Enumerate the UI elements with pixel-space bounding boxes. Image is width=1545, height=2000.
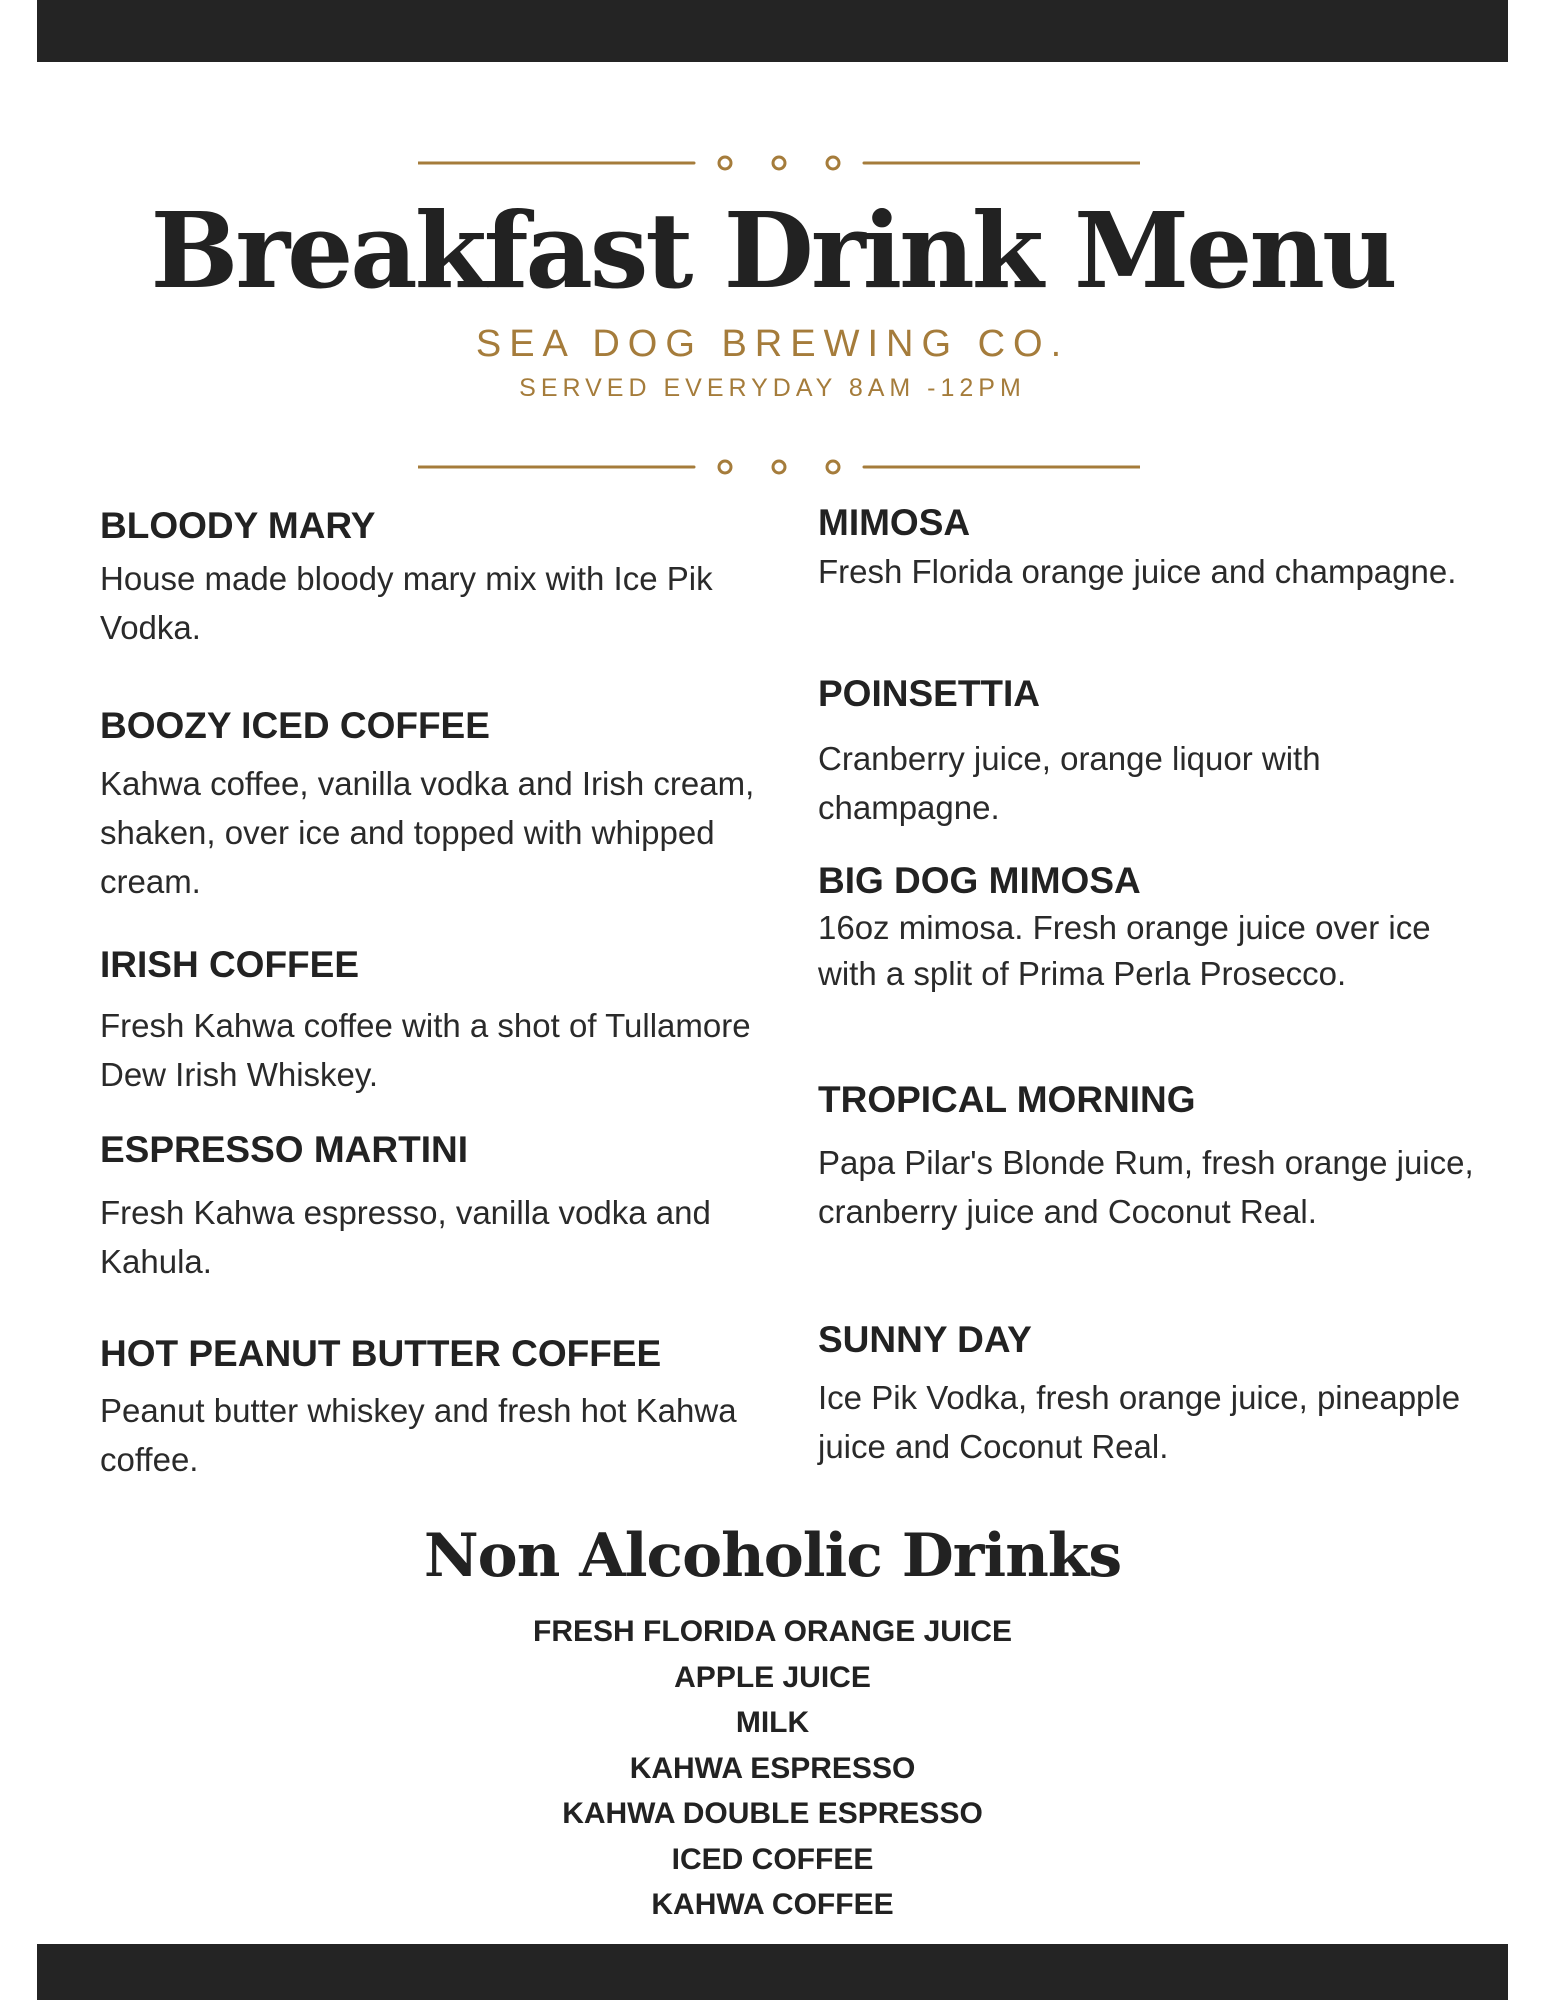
menu-item-sunny-day — [818, 1316, 1498, 1471]
brewery-name: SEA DOG BREWING CO. — [475, 323, 1070, 365]
menu-item-hot-peanut-butter-coffee — [100, 1330, 780, 1484]
menu-item-name: HOT PEANUT BUTTER COFFEE — [100, 1333, 662, 1374]
menu-item-description: Fresh Florida orange juice and champagne. — [818, 553, 1457, 590]
menu-item-big-dog-mimosa — [818, 857, 1498, 997]
list-item: ICED COFFEE — [671, 1842, 874, 1876]
menu-item-name: SUNNY DAY — [818, 1319, 1032, 1360]
menu-item-espresso-martini — [100, 1126, 780, 1286]
menu-item-boozy-iced-coffee — [100, 702, 780, 906]
menu-item-name: TROPICAL MORNING — [818, 1079, 1196, 1120]
list-item: APPLE JUICE — [674, 1660, 871, 1694]
menu-item-name: BLOODY MARY — [100, 505, 376, 546]
menu-item-poinsettia — [818, 670, 1498, 832]
menu-item-description: 16oz mimosa. Fresh orange juice over ice with a split of Prima Perla Prosecco. — [818, 909, 1431, 992]
bottom-bar — [37, 1944, 1508, 2000]
menu-item-description: Papa Pilar's Blonde Rum, fresh orange juice, cranberry juice and Coconut Real. — [818, 1144, 1474, 1230]
top-bar — [37, 0, 1508, 62]
menu-item-description: Fresh Kahwa espresso, vanilla vodka and Kahula. — [100, 1194, 711, 1280]
menu-item-name: BIG DOG MIMOSA — [818, 860, 1141, 901]
non-alcoholic-title: Non Alcoholic Drinks — [423, 1521, 1122, 1591]
serving-hours: SERVED EVERYDAY 8AM -12PM — [519, 374, 1026, 402]
menu-item-description: Peanut butter whiskey and fresh hot Kahwa coffee. — [100, 1392, 737, 1478]
menu-item-description: Cranberry juice, orange liquor with champagne. — [818, 740, 1321, 826]
menu-item-description: Kahwa coffee, vanilla vodka and Irish cream, shaken, over ice and topped with whipped cream. — [100, 765, 755, 900]
menu-item-description: Ice Pik Vodka, fresh orange juice, pineapple juice and Coconut Real. — [818, 1379, 1461, 1465]
menu-title: Breakfast Drink Menu — [150, 189, 1395, 312]
list-item: FRESH FLORIDA ORANGE JUICE — [533, 1615, 1012, 1648]
menu-item-name: BOOZY ICED COFFEE — [100, 705, 490, 746]
list-item: KAHWA DOUBLE ESPRESSO — [562, 1797, 983, 1830]
menu-item-name: POINSETTIA — [818, 673, 1041, 714]
menu-item-description: Fresh Kahwa coffee with a shot of Tullamore Dew Irish Whiskey. — [100, 1007, 751, 1093]
list-item: KAHWA ESPRESSO — [629, 1751, 916, 1785]
menu-item-mimosa — [818, 499, 1498, 596]
list-item: MILK — [735, 1706, 810, 1739]
menu-item-irish-coffee — [100, 941, 780, 1099]
menu-item-tropical-morning — [818, 1076, 1498, 1236]
menu-item-bloody-mary — [100, 502, 780, 652]
ornament-divider-top — [418, 151, 1140, 175]
menu-item-name: ESPRESSO MARTINI — [100, 1129, 468, 1170]
menu-item-name: IRISH COFFEE — [100, 944, 360, 985]
menu-item-description: House made bloody mary mix with Ice Pik Vodka. — [100, 560, 713, 646]
non-alcoholic-list — [0, 1609, 1545, 1928]
list-item: KAHWA COFFEE — [651, 1888, 894, 1921]
menu-item-name: MIMOSA — [818, 502, 971, 543]
ornament-divider-bottom — [418, 455, 1140, 479]
